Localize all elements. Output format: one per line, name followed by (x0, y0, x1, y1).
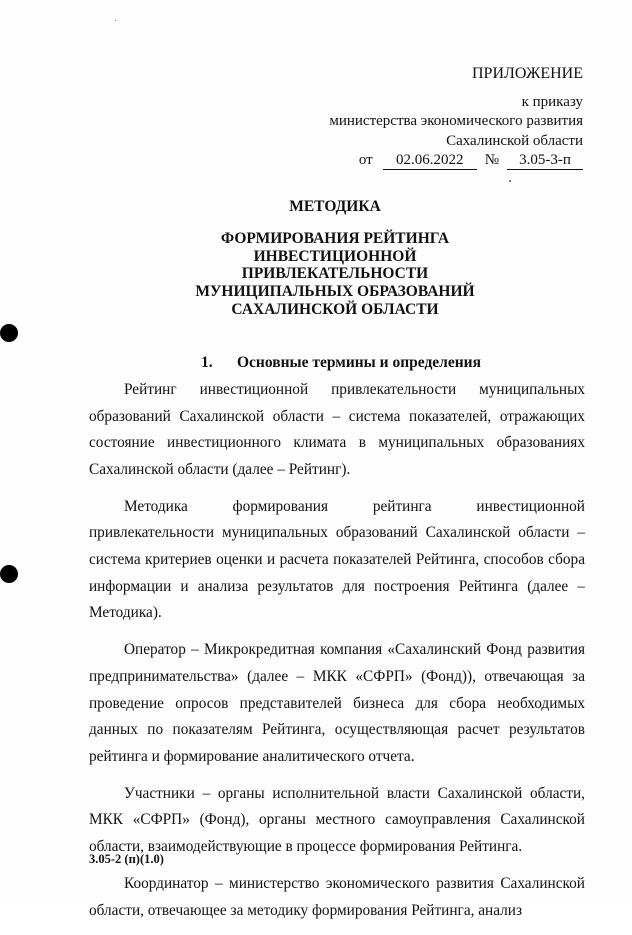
section-number: 1. (201, 354, 213, 371)
punch-hole (0, 565, 18, 583)
section-heading (201, 354, 481, 372)
appendix-heading: ПРИЛОЖЕНИЕ (471, 65, 583, 82)
title-line: ФОРМИРОВАНИЯ РЕЙТИНГА (220, 229, 450, 247)
approval-line: министерства экономического развития (329, 113, 583, 129)
approval-line: к приказу (521, 93, 583, 110)
paragraph: Оператор – Микрокредитная компания «Сахалинский Фонд развития предпринимательства» (далее – МКК «СФРП» (Фонд)), отвечающая за проведение опросов представителей бизнеса для сбора необходимых данных по показателям Рейтинга, осуществляющая расчет результатов рейтинга и формирование аналитического отчета. (89, 641, 585, 765)
order-date-line (359, 151, 583, 171)
scan-speck (509, 180, 511, 182)
title-line: ПРИВЛЕКАТЕЛЬНОСТИ (241, 265, 429, 283)
number-label: № (484, 152, 499, 168)
from-label: от (358, 152, 373, 168)
paragraph: Координатор – министерство экономического развития Сахалинской области, отвечающее за методику формирования Рейтинга, анализ (89, 875, 585, 919)
section-title: Основные термины и определения (237, 354, 481, 371)
title-line: МУНИЦИПАЛЬНЫХ ОБРАЗОВАНИЙ (195, 283, 475, 301)
title-line: САХАЛИНСКОЙ ОБЛАСТИ (231, 300, 439, 318)
approval-stamp (329, 64, 583, 171)
footer-code: 3.05-2 (п)(1.0) (89, 852, 164, 866)
paragraph: Рейтинг инвестиционной привлекательности муниципальных образований Сахалинской области – система показателей, отражающих состояние инвестиционного климата в муниципальных образованиях Сахалинской области (далее – Рейтинг). (89, 381, 585, 478)
title-line: ИНВЕСТИЦИОННОЙ (253, 247, 417, 265)
order-number: 3.05-3-п (507, 152, 583, 170)
approval-line: Сахалинской области (446, 132, 583, 149)
paragraph: Методика формирования рейтинга инвестиционной привлекательности муниципальных образований Сахалинской области – система критериев оценки и расчета показателей Рейтинга, способов сбора информации и анализа результатов для построения Рейтинга (далее – Методика). (89, 497, 585, 622)
order-date: 02.06.2022 (383, 152, 477, 170)
paragraph: Участники – органы исполнительной власти Сахалинской области, МКК «СФРП» (Фонд), органы местного самоуправления Сахалинской области, взаимодействующие в процессе формирования Рейтинга. (89, 784, 585, 855)
scan-speck (115, 20, 116, 21)
title-main: МЕТОДИКА (289, 198, 381, 215)
document-title (0, 198, 632, 319)
punch-hole (0, 324, 18, 342)
